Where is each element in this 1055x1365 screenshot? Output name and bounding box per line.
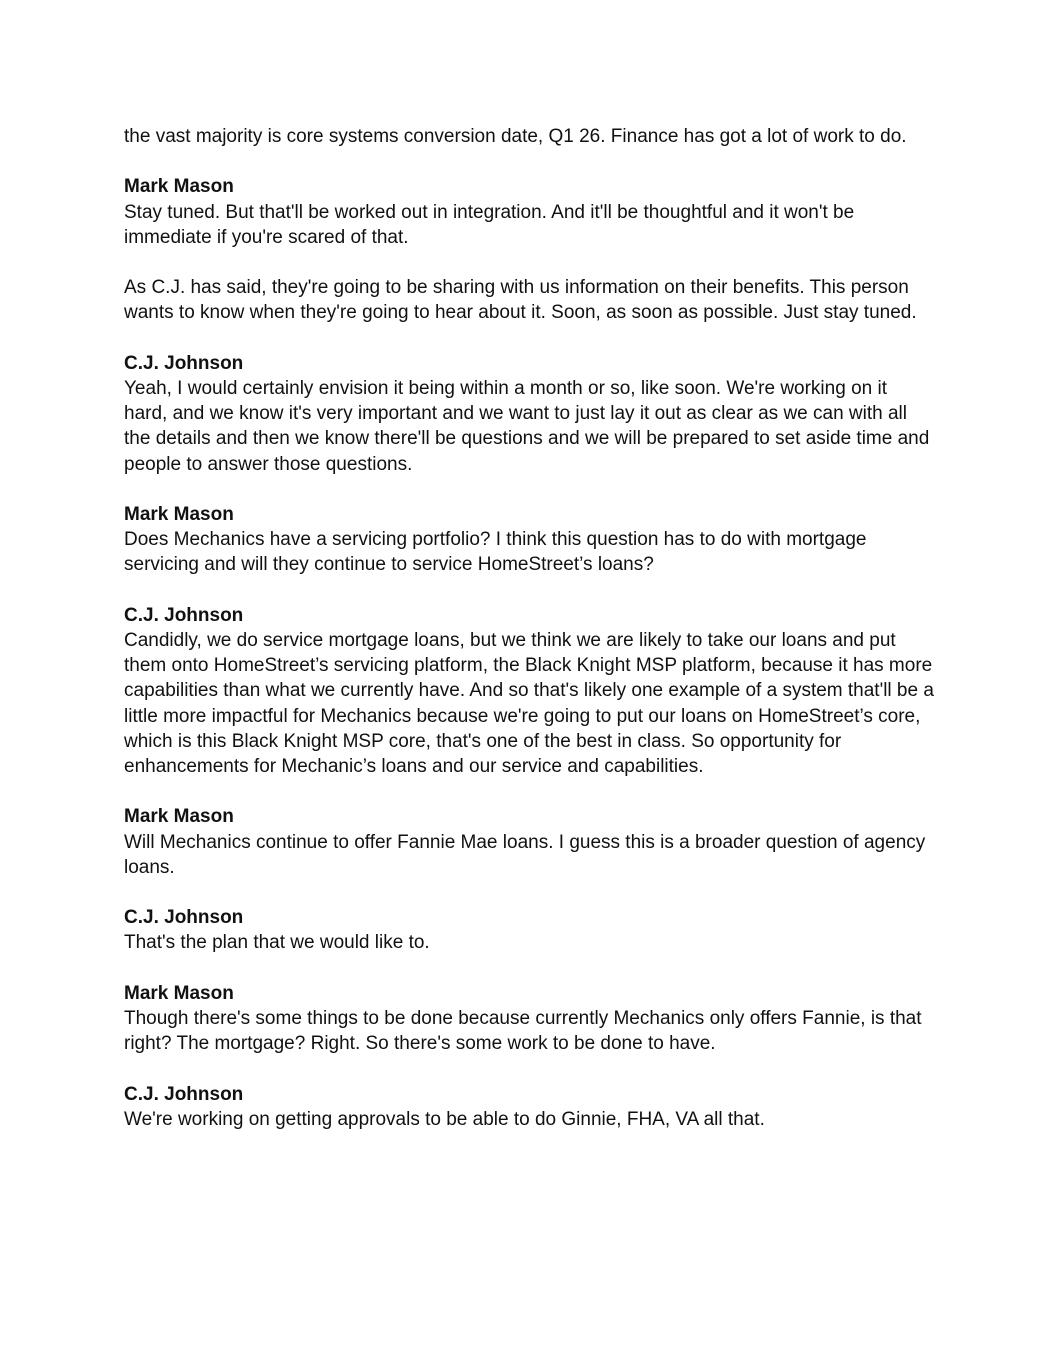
speaker-block	[124, 804, 934, 880]
speaker-paragraph: Stay tuned. But that'll be worked out in integration. And it'll be thoughtful and it won't be immediate if you're scared of that.	[124, 201, 855, 248]
speaker-block	[124, 351, 934, 477]
speaker-name: C.J. Johnson	[124, 907, 244, 929]
intro-paragraph: the vast majority is core systems conversion date, Q1 26. Finance has got a lot of work to do.	[124, 126, 907, 147]
speaker-paragraph: Candidly, we do service mortgage loans, but we think we are likely to take our loans and put them onto HomeStreet’s servicing platform, the Black Knight MSP platform, because it has more capabilities than what we currently have. And so that's likely one example of a system that'll be a little more impactful for Mechanics because we're going to put our loans on HomeStreet’s core, which is this Black Knight MSP core, that's one of the best in class. So opportunity for enhancements for Mechanic’s loans and our service and capabilities.	[124, 629, 934, 777]
speaker-paragraph: Will Mechanics continue to offer Fannie Mae loans. I guess this is a broader question of agency loans.	[124, 831, 926, 878]
speaker-block	[124, 502, 934, 578]
speaker-paragraph: As C.J. has said, they're going to be sharing with us information on their benefits. This person wants to know when they're going to hear about it. Soon, as soon as possible. Just stay tuned.	[124, 277, 917, 324]
speaker-block	[124, 174, 934, 250]
speaker-paragraph: We're working on getting approvals to be able to do Ginnie, FHA, VA all that.	[124, 1108, 765, 1130]
speaker-name: Mark Mason	[124, 806, 234, 828]
speaker-name: C.J. Johnson	[124, 604, 244, 626]
speaker-name: Mark Mason	[124, 503, 234, 525]
speaker-block	[124, 905, 934, 955]
speaker-block	[124, 981, 934, 1057]
speaker-block	[124, 1082, 934, 1132]
speaker-name: C.J. Johnson	[124, 352, 244, 374]
speaker-name: Mark Mason	[124, 982, 234, 1004]
speaker-paragraph: Though there's some things to be done because currently Mechanics only offers Fannie, is that right? The mortgage? Right. So there's some work to be done to have.	[124, 1007, 922, 1055]
speaker-name: C.J. Johnson	[124, 1083, 244, 1105]
speaker-name: Mark Mason	[124, 176, 234, 198]
speaker-paragraph: Yeah, I would certainly envision it being within a month or so, like soon. We're working on it hard, and we know it's very important and we want to just lay it out as clear as we can with all the details and then we know there'll be questions and we will be prepared to set aside time and people to answer those questions.	[124, 377, 930, 475]
speaker-paragraph: Does Mechanics have a servicing portfolio? I think this question has to do with mortgage servicing and will they continue to service HomeStreet’s loans?	[124, 529, 867, 576]
transcript-page	[124, 124, 934, 1157]
speaker-block	[124, 603, 934, 779]
speaker-paragraph: That's the plan that we would like to.	[124, 932, 430, 954]
